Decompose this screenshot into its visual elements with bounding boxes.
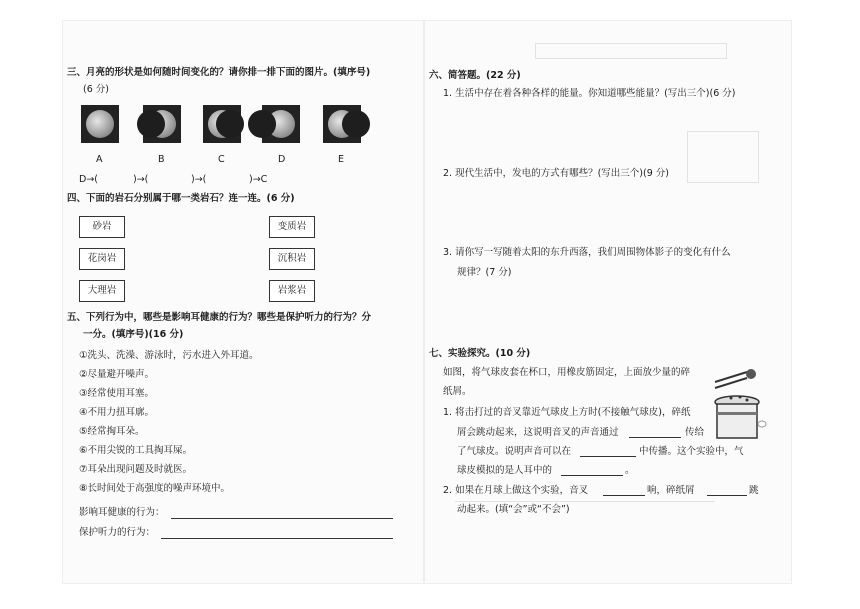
q7-1-blank3[interactable] (561, 475, 623, 476)
q5-item: ①洗头、洗澡、游泳时，污水进入外耳道。 (79, 350, 259, 361)
q7-1-blank2[interactable] (580, 456, 636, 457)
moon-label-e: E (338, 154, 345, 165)
q6-2: 2. 现代生活中，发电的方式有哪些？(写出三个)(9 分) (443, 168, 669, 179)
q3-order-mid1: )→( (133, 174, 149, 185)
rock-sandstone[interactable]: 砂岩 (79, 216, 125, 238)
q5-item: ⑥不用尖锐的工具掏耳屎。 (79, 445, 193, 456)
q5-answer2-line[interactable] (161, 538, 393, 539)
moon-label-d: D (278, 154, 286, 165)
q5-item: ⑧长时间处于高强度的噪声环境中。 (79, 483, 231, 494)
rock-type-metamorphic[interactable]: 变质岩 (269, 216, 315, 238)
q7-1-line4-a: 球皮模拟的是人耳中的 (457, 465, 553, 476)
q7-1-line1: 1. 将击打过的音叉靠近气球皮上方时(不接触气球皮)，碎纸 (443, 407, 691, 418)
q7-1-line4-b: 。 (625, 465, 635, 476)
q7-2-blank2[interactable] (707, 495, 747, 496)
q7-intro-line1: 如图，将气球皮套在杯口，用橡皮筋固定，上面放少量的碎 (443, 367, 691, 378)
moon-image-b (143, 105, 181, 143)
moon-image-d (262, 105, 300, 143)
q7-1-line3-a: 了气球皮。说明声音可以在 (457, 446, 572, 457)
q7-1-line3-b: 中传播。这个实验中，气 (639, 446, 744, 457)
q5-answer1-label: 影响耳健康的行为： (79, 507, 165, 518)
q5-title-line1: 五、下列行为中，哪些是影响耳健康的行为？哪些是保护听力的行为？分 (67, 312, 372, 323)
q5-item: ④不用力扭耳廓。 (79, 407, 155, 418)
q6-title: 六、简答题。(22 分) (429, 70, 521, 81)
q7-2-line1-a: 2. 如果在月球上做这个实验，音叉 (443, 485, 589, 496)
moon-image-a (81, 105, 119, 143)
q7-2-line1-c: 跳 (749, 485, 759, 496)
rock-marble[interactable]: 大理岩 (79, 280, 125, 302)
q3-order-start: D→( (79, 174, 98, 185)
q7-1-line2-b: 传给 (685, 427, 705, 438)
moon-label-b: B (158, 154, 165, 165)
q7-2-line2: 动起来。(填“会”或“不会”) (457, 504, 570, 515)
rock-granite[interactable]: 花岗岩 (79, 248, 125, 270)
q7-title: 七、实验探究。(10 分) (429, 348, 531, 359)
q4-title: 四、下面的岩石分别属于哪一类岩石？连一连。(6 分) (67, 193, 295, 204)
q5-answer2-label: 保护听力的行为： (79, 527, 156, 538)
q6-3-line2: 规律？(7 分) (457, 267, 512, 278)
q5-item: ②尽量避开噪声。 (79, 369, 155, 380)
q6-3-line1: 3. 请你写一写随着太阳的东升西落，我们周围物体影子的变化有什么 (443, 247, 731, 258)
rock-type-igneous[interactable]: 岩浆岩 (269, 280, 315, 302)
left-page (62, 20, 424, 584)
moon-label-c: C (218, 154, 225, 165)
moon-image-e (323, 105, 361, 143)
q5-title-line2: 一分。(填序号)(16 分) (83, 329, 184, 340)
q3-score: (6 分) (83, 84, 109, 95)
bleed-through-box (535, 43, 727, 59)
q7-1-blank1[interactable] (629, 437, 681, 438)
right-page (424, 20, 792, 584)
q3-title: 三、月亮的形状是如何随时间变化的？请你排一排下面的图片。(填序号) (67, 67, 371, 78)
q7-1-line2-a: 屑会跳动起来，这说明音叉的声音通过 (457, 427, 619, 438)
q3-order-end: )→C (249, 174, 268, 185)
q5-item: ③经常使用耳塞。 (79, 388, 155, 399)
moon-image-c (203, 105, 241, 143)
q7-intro-line2: 纸屑。 (443, 386, 472, 397)
moon-label-a: A (96, 154, 103, 165)
q3-order-mid2: )→( (191, 174, 207, 185)
q7-2-blank1[interactable] (603, 495, 645, 496)
q5-item: ⑤经常掏耳朵。 (79, 426, 145, 437)
q5-answer1-line[interactable] (171, 518, 393, 519)
q7-2-line1-b: 响，碎纸屑 (647, 485, 695, 496)
rock-type-sedimentary[interactable]: 沉积岩 (269, 248, 315, 270)
q5-item: ⑦耳朵出现问题及时就医。 (79, 464, 193, 475)
bleed-through-box (687, 131, 759, 183)
balloon-cup-illustration (707, 364, 769, 444)
q6-1: 1. 生活中存在着各种各样的能量。你知道哪些能量？(写出三个)(6 分) (443, 88, 736, 99)
